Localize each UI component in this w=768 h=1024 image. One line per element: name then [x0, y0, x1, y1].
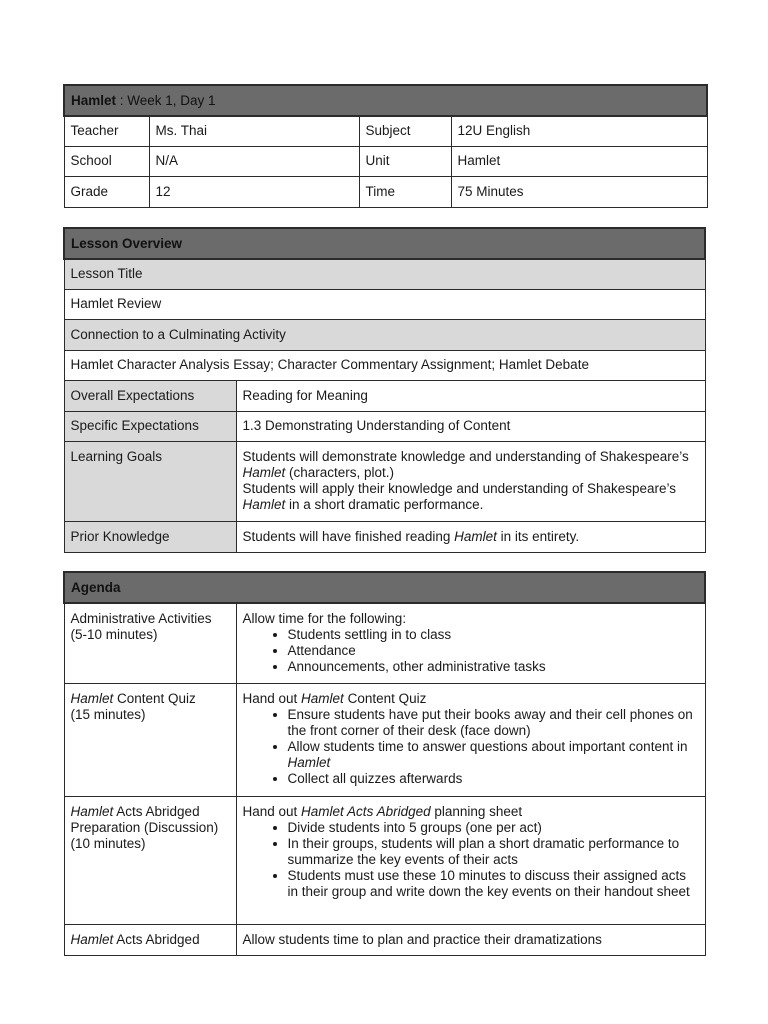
title-week-day: : Week 1, Day 1: [116, 92, 216, 108]
quiz-label: [64, 683, 236, 796]
quiz-label-rest: Content Quiz: [113, 690, 196, 706]
agenda-table: [63, 571, 706, 956]
prep-list: [243, 820, 699, 900]
header-row-grade: [64, 176, 707, 207]
prior-knowledge-value: [236, 521, 705, 552]
list-item: • Students settling in to class: [288, 627, 699, 643]
quiz-value: [236, 683, 705, 796]
header-row-school: [64, 146, 707, 176]
admin-list: [243, 627, 699, 675]
prior-knowledge-label: Prior Knowledge: [64, 521, 236, 552]
culminating-activity-value: Hamlet Character Analysis Essay; Character Commentary Assignment; Hamlet Debate: [64, 350, 705, 380]
agenda-heading: Agenda: [64, 572, 705, 603]
admin-intro: Allow time for the following:: [242, 611, 407, 626]
unit-label: Unit: [359, 146, 451, 176]
abridged-label-hamlet: Hamlet: [70, 931, 114, 947]
list-item: • Divide students into 5 groups (one per act): [288, 820, 699, 836]
prep-intro-a: Hand out: [242, 803, 302, 819]
admin-label-text: Administrative Activities: [70, 611, 212, 626]
list-item: • Students must use these 10 minutes to discuss their assigned acts in their group and write down the key events on their handout sheet: [288, 868, 699, 900]
quiz-item2-hamlet: Hamlet: [287, 754, 331, 770]
quiz-list: [243, 707, 699, 787]
prep-intro-b: planning sheet: [430, 803, 523, 819]
abridged-value: Allow students time to plan and practice their dramatizations: [236, 924, 705, 955]
lesson-overview-heading: Lesson Overview: [64, 228, 705, 259]
prep-label-rest: Acts Abridged Preparation (Discussion): [70, 803, 219, 835]
lesson-overview-table: [63, 227, 706, 553]
prep-label-hamlet: Hamlet: [70, 803, 114, 819]
prior-hamlet: Hamlet: [454, 528, 497, 544]
list-item: • Collect all quizzes afterwards: [288, 771, 699, 787]
abridged-label-rest: Acts Abridged: [113, 931, 200, 947]
prep-value: [236, 796, 705, 924]
goal1-text-a: Students will demonstrate knowledge and understanding of Shakespeare’s: [242, 448, 689, 464]
quiz-intro-hamlet: Hamlet: [301, 690, 344, 706]
prep-intro: [243, 804, 699, 820]
unit-value: Hamlet: [451, 146, 707, 176]
lesson-header-table: [63, 84, 708, 208]
goal1-hamlet: Hamlet: [242, 464, 286, 480]
prior-text-a: Students will have finished reading: [242, 528, 455, 544]
time-label: Time: [359, 176, 451, 207]
list-item: • Attendance: [288, 643, 699, 659]
prior-text-b: in its entirety.: [496, 528, 580, 544]
subject-label: Subject: [359, 116, 451, 146]
grade-label: Grade: [64, 176, 149, 207]
prep-label-text: [71, 804, 230, 836]
overall-expectations-value: Reading for Meaning: [236, 380, 705, 411]
goal2-text-b: in a short dramatic performance.: [285, 496, 484, 512]
admin-activities-label: [64, 603, 236, 683]
school-value: N/A: [149, 146, 359, 176]
quiz-label-hamlet: Hamlet: [70, 690, 114, 706]
quiz-time-text: (15 minutes): [70, 706, 146, 722]
header-row-teacher: [64, 116, 707, 146]
specific-expectations-label: Specific Expectations: [64, 411, 236, 441]
overall-expectations-label: Overall Expectations: [64, 380, 236, 411]
quiz-intro: [243, 691, 699, 707]
lesson-title-value: Hamlet Review: [64, 289, 705, 319]
list-item: • Ensure students have put their books away and their cell phones on the front corner of their desk (face down): [288, 707, 699, 739]
abridged-label: [64, 924, 236, 955]
goal2-hamlet: Hamlet: [242, 496, 286, 512]
teacher-label: Teacher: [64, 116, 149, 146]
quiz-intro-a: Hand out: [242, 690, 302, 706]
learning-goals-value: [236, 441, 705, 521]
quiz-label-text: [71, 691, 230, 707]
lesson-header-title: [64, 85, 707, 116]
list-item: • In their groups, students will plan a short dramatic performance to summarize the key events of their acts: [288, 836, 699, 868]
prep-label: [64, 796, 236, 924]
specific-expectations-value: 1.3 Demonstrating Understanding of Content: [236, 411, 705, 441]
subject-value: 12U English: [451, 116, 707, 146]
list-item: [288, 739, 699, 771]
culminating-activity-label: Connection to a Culminating Activity: [64, 319, 705, 350]
goal2-text-a: Students will apply their knowledge and understanding of Shakespeare’s: [242, 480, 677, 496]
teacher-value: Ms. Thai: [149, 116, 359, 146]
goal1-text-b: (characters, plot.): [285, 464, 395, 480]
learning-goal-2: [243, 481, 699, 513]
title-hamlet: Hamlet: [71, 92, 117, 108]
quiz-intro-b: Content Quiz: [343, 690, 427, 706]
school-label: School: [64, 146, 149, 176]
agenda-row-admin: [64, 603, 705, 683]
agenda-row-preparation: [64, 796, 705, 924]
agenda-row-abridged: [64, 924, 705, 955]
agenda-row-quiz: [64, 683, 705, 796]
admin-activities-value: [236, 603, 705, 683]
learning-goal-1: [243, 449, 699, 481]
admin-time-text: (5-10 minutes): [70, 627, 158, 642]
lesson-title-label: Lesson Title: [64, 259, 705, 289]
prep-time-text: (10 minutes): [70, 835, 146, 851]
learning-goals-label: Learning Goals: [64, 441, 236, 521]
prep-intro-hamlet: Hamlet Acts Abridged: [301, 803, 431, 819]
grade-value: 12: [149, 176, 359, 207]
list-item: • Announcements, other administrative tasks: [288, 659, 699, 675]
time-value: 75 Minutes: [451, 176, 707, 207]
quiz-item2-text: Allow students time to answer questions about important content in: [287, 738, 688, 754]
